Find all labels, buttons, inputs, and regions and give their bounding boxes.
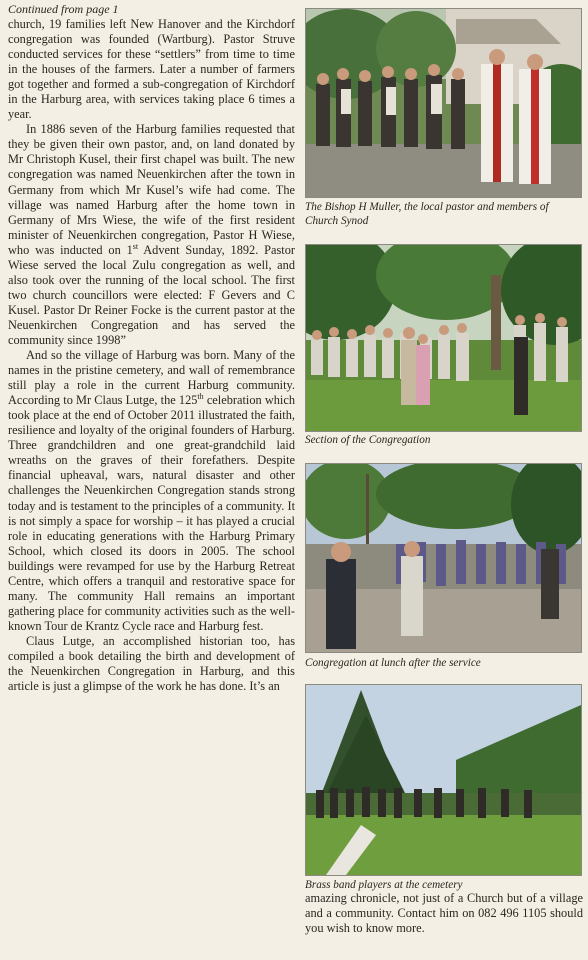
photo-4-caption: Brass band players at the cemetery — [305, 879, 463, 891]
photo-bishop-and-synod — [305, 8, 582, 198]
ordinal-superscript: st — [132, 241, 139, 251]
continued-note: Continued from page 1 — [8, 2, 119, 16]
ordinal-superscript: th — [197, 392, 204, 402]
article-paragraph-1: church, 19 families left New Hanover and the Kirchdorf congregation was founded (Wartburg). Pastor Struve conducted services for these “settlers” from time to time in the houses of the farmers. Later a number of farmers got together and formed a sub-congregation of Kirchdorf in the Harburg area, with services taking place 6 times a year. — [8, 17, 295, 122]
article-paragraph-4: Claus Lutge, an accomplished historian too, has compiled a book detailing the birth and development of the Neuenkirchen Congregation in Harburg, and this article is just a glimpse of the work he has done. It’s an — [8, 633, 295, 694]
photo-1-caption: The Bishop H Muller, the local pastor and members of Church Synod — [305, 201, 549, 227]
article-closing-text: amazing chronicle, not just of a Church but of a village and a community. Contact him on 082 496 1105 should you wish to know more. — [305, 891, 583, 936]
photo-brass-band-at-cemetery — [305, 684, 582, 876]
article-text-column — [8, 17, 295, 694]
photo-2-caption: Section of the Congregation — [305, 434, 431, 446]
article-paragraph-2-part-b: Advent Sunday, 1892. Pastor Wiese served the local Zulu congregation as well, and also took over the running of the local school. The first two church councillors were elected: F Gevers and C Kusel. Pastor Dr Reiner Focke is the current pastor at the Neuenkirchen Congregation and has served the community since 1998” — [8, 242, 295, 347]
photo-congregation-at-lunch — [305, 463, 582, 653]
photo-section-of-congregation — [305, 244, 582, 432]
article-paragraph-3-part-b: celebration which took place at the end of October 2011 illustrated the faith, resilience and loyalty of the original founders of Harburg. Three grandchildren and one great-grandchild laid wreaths on the graves of their forefathers. Despite financial upheaval, wars, natural disaster and other challenges the Neuenkirchen Congregation stands strong today and is testament to the principles of a community. It is not simply a space for worship – it has played a crucial role in educating generations with the Harburg Primary School, which closed its doors in 2005. The school buildings were revamped for use by the Harburg Retreat Centre, which offers a tranquil and restorative space for many. The community Hall remains an important gathering place for community activities such as the well-known Tour de Krantz Cycle race and Harburg fest. — [8, 393, 295, 633]
article-paragraph-2 — [8, 122, 295, 348]
article-paragraph-3 — [8, 348, 295, 634]
article-paragraph-3-part-a: And so the village of Harburg was born. Many of the names in the pristine cemetery, and wall of remembrance still play a role in the current Harburg community. According to Mr Claus Lutge, the 125 — [8, 348, 295, 408]
article-paragraph-2-part-a: In 1886 seven of the Harburg families requested that they be given their own pastor, and, on land donated by Mr Christoph Kusel, their first chapel was built. The new congregation was named Neuenkirchen after the town in Germany from which Mr Kusel’s wife had come. The village was named Harburg after the home town in Germany of Mrs Wiese, the wife of the first resident minister of Neuenkirchen congregation, Pastor H Wiese, who was inducted on 1 — [8, 122, 295, 257]
photo-3-caption: Congregation at lunch after the service — [305, 657, 481, 669]
